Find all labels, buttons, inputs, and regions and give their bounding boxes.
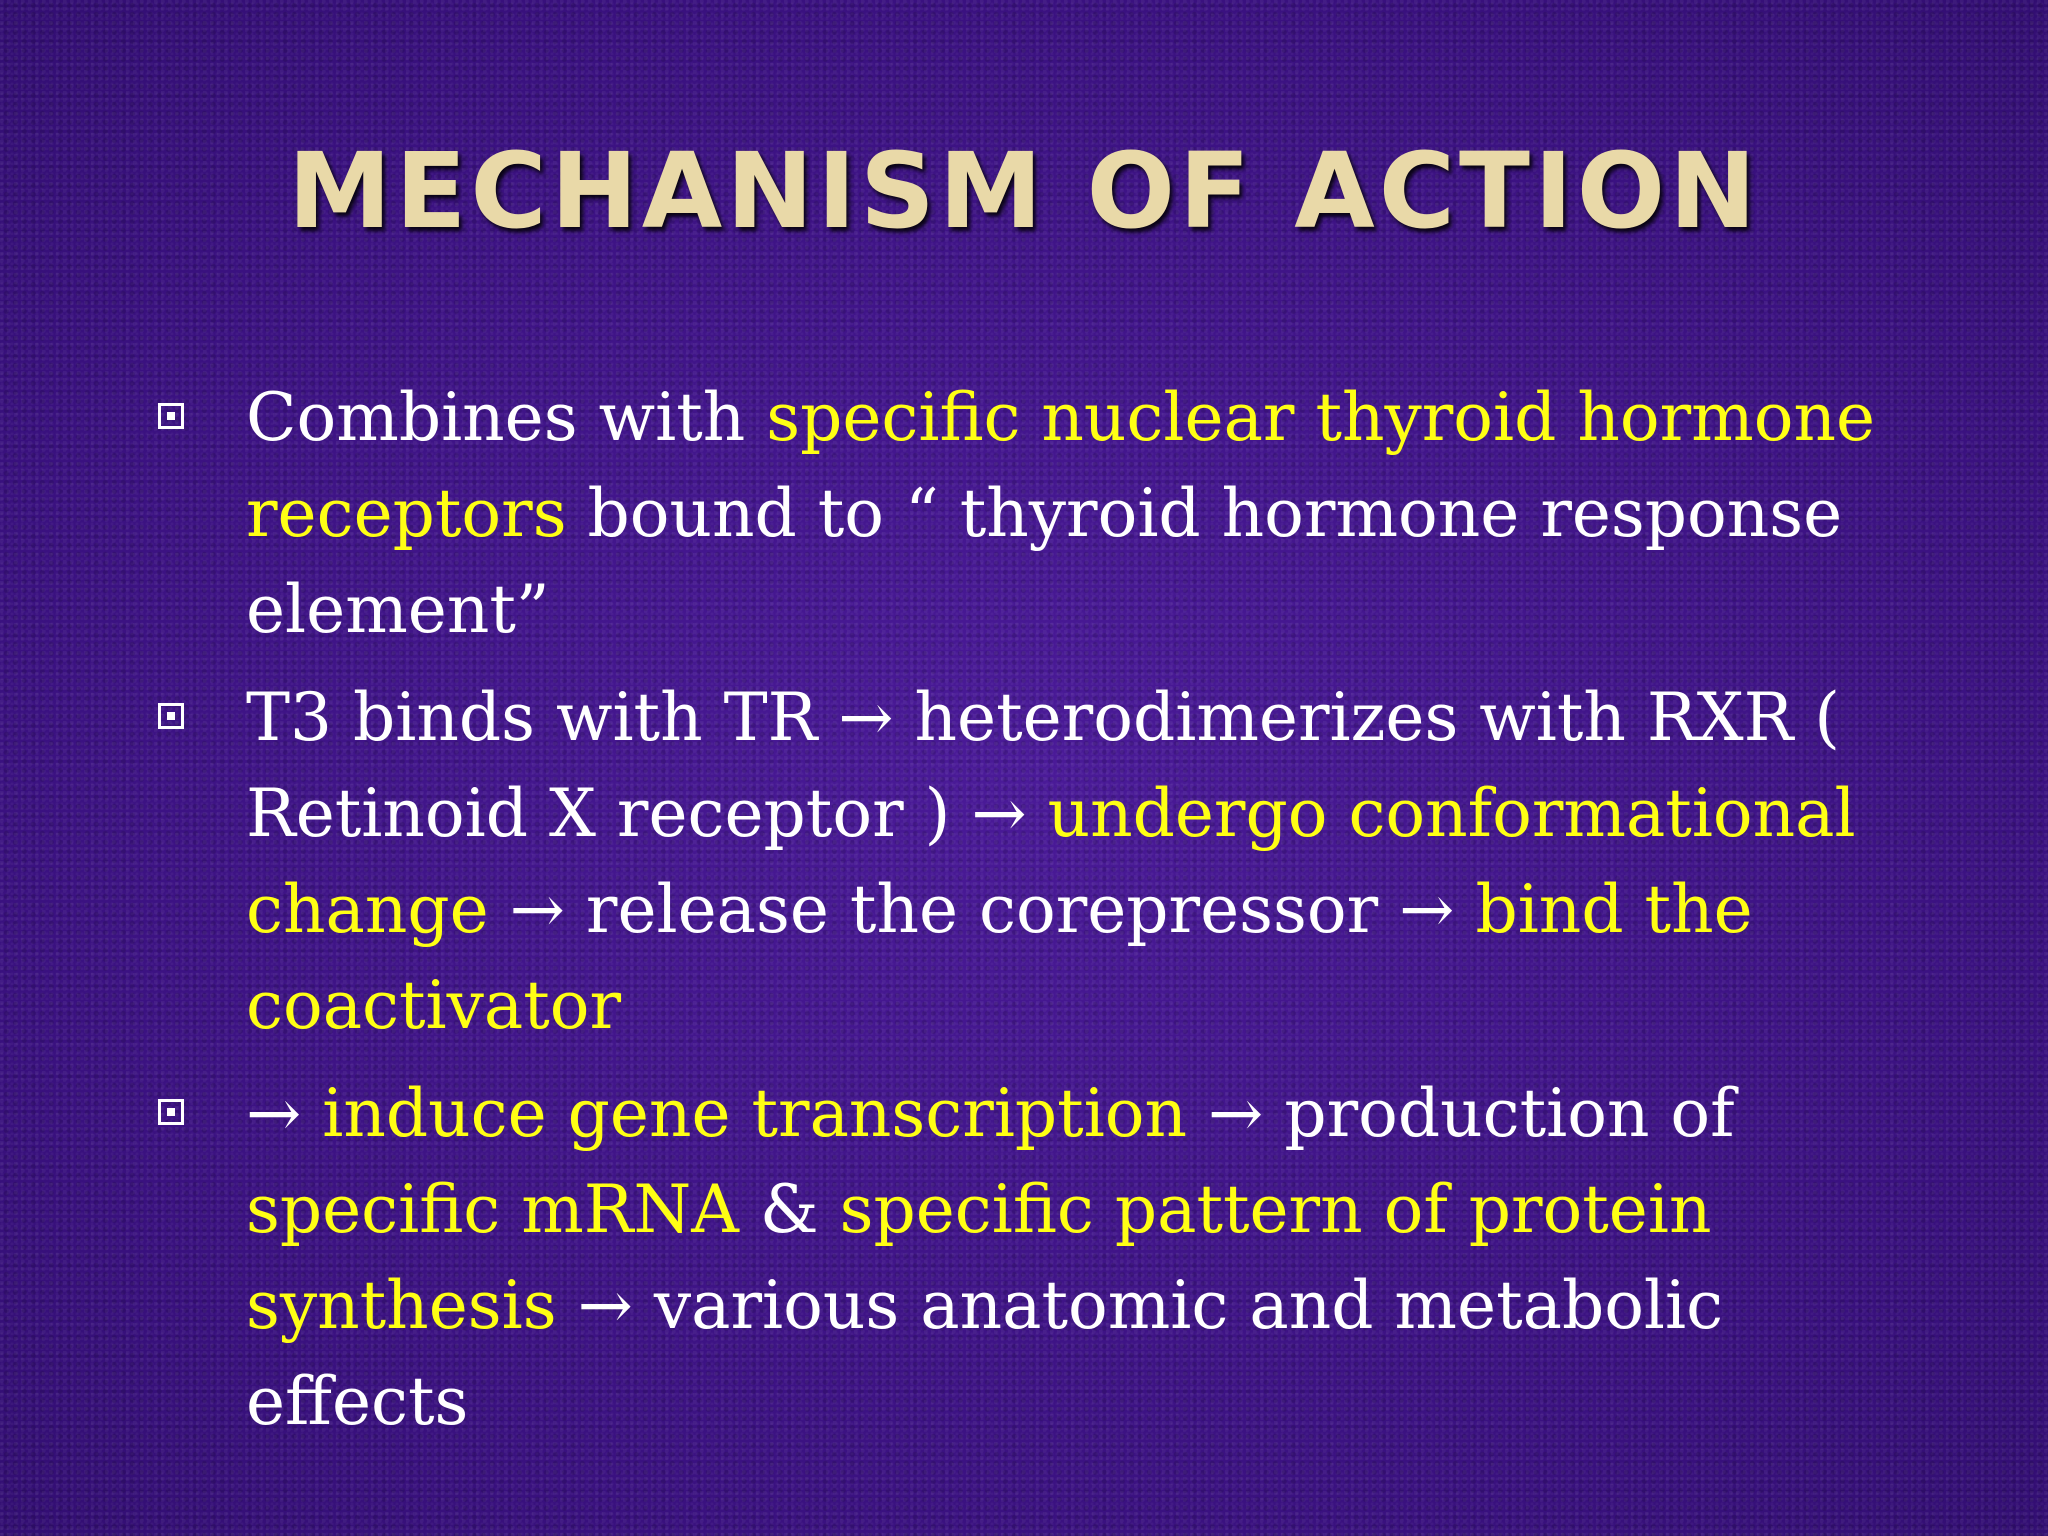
bullet-item <box>150 370 1950 658</box>
bullet-highlight-segment: bind the coactivator <box>246 871 1753 1044</box>
bullet-highlight-segment: induce gene transcription <box>322 1075 1188 1152</box>
bullet-item <box>150 1066 1950 1450</box>
bullet-highlight-segment: specific pattern of protein synthesis <box>246 1171 1712 1344</box>
bullet-text-segment: → various anatomic and metabolic effects <box>246 1267 1724 1440</box>
square-bullet-icon <box>158 703 184 729</box>
bullet-text-segment: bound to “ thyroid hormone response element” <box>246 475 1843 648</box>
bullet-highlight-segment: undergo conformational change <box>246 775 1856 948</box>
square-bullet-icon <box>158 1099 184 1125</box>
bullet-text-segment: → <box>246 1075 323 1152</box>
bullet-item <box>150 670 1950 1054</box>
square-bullet-icon <box>158 403 184 429</box>
bullet-text-segment: T3 binds with TR → heterodimerizes with RXR ( Retinoid X receptor ) → <box>246 679 1841 852</box>
bullet-highlight-segment: specific nuclear thyroid hormone receptors <box>246 379 1876 552</box>
bullet-text-segment: → release the corepressor → <box>488 871 1476 948</box>
bullet-text-segment: Combines with <box>246 379 767 456</box>
bullet-text-segment: & <box>738 1171 840 1248</box>
bullet-highlight-segment: specific mRNA <box>246 1171 739 1248</box>
bullet-text-segment: → production of <box>1187 1075 1735 1152</box>
bullet-list <box>150 370 1950 1462</box>
slide-title: MECHANISM OF ACTION <box>287 130 1761 252</box>
